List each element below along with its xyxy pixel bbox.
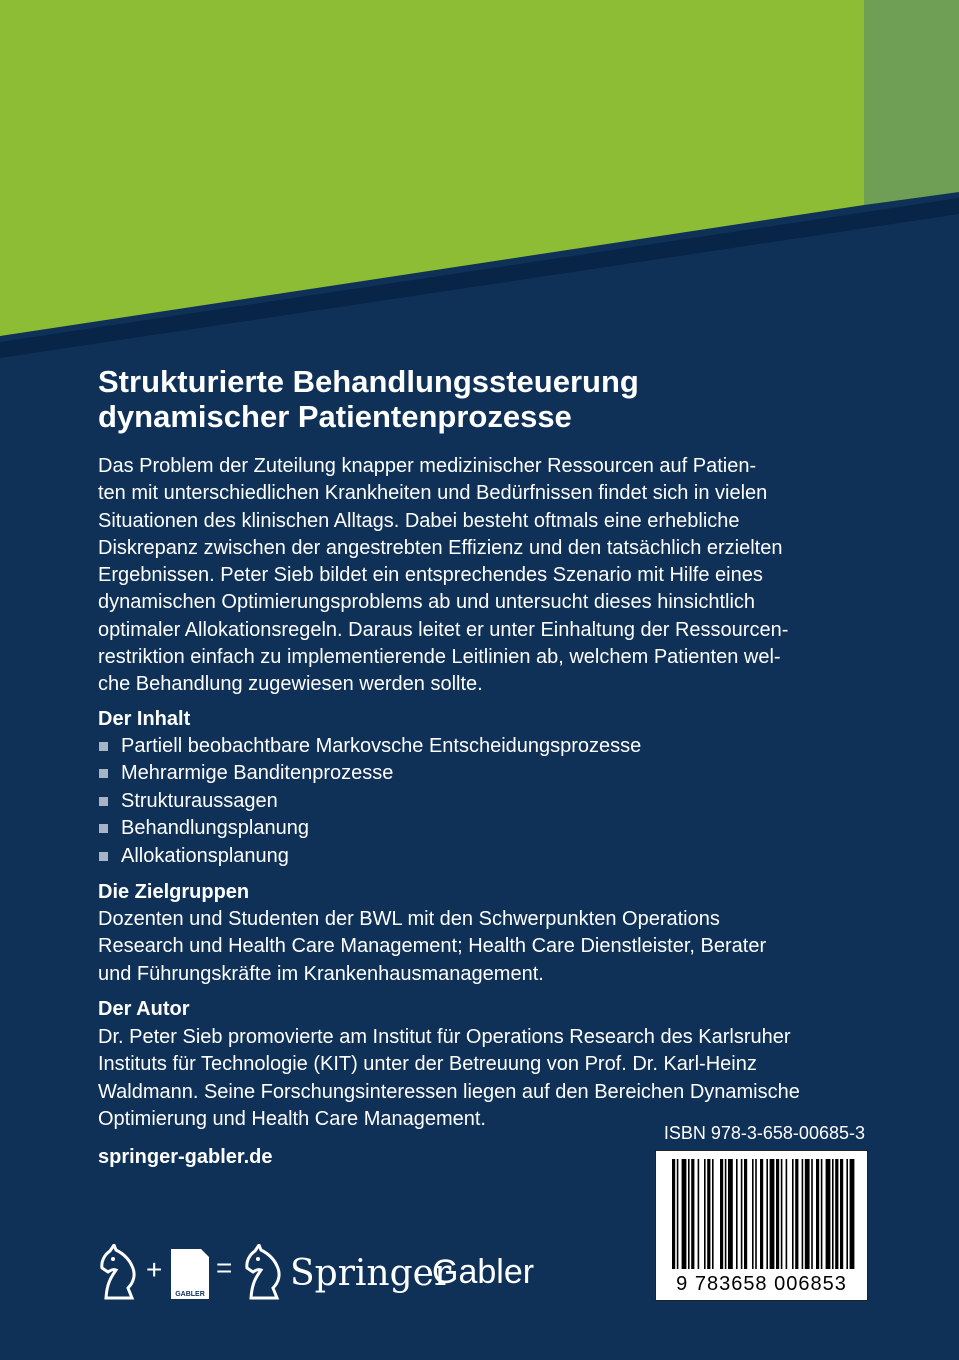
book-title	[98, 364, 898, 434]
bullet-square-icon	[99, 769, 108, 778]
bullet-square-icon	[99, 852, 108, 861]
abstract-line: Diskrepanz zwischen der angestrebten Effizienz und den tatsächlich erzielten	[98, 536, 783, 559]
abstract-line: che Behandlung zugewiesen werden sollte.	[98, 673, 483, 696]
barcode-bar	[672, 1159, 675, 1269]
barcode-bar	[698, 1159, 700, 1269]
barcode-bar	[677, 1159, 679, 1269]
barcode-bar	[741, 1159, 743, 1269]
barcode-bar	[736, 1159, 738, 1269]
website-link[interactable]: springer-gabler.de	[98, 1146, 273, 1168]
barcode-bars	[656, 1151, 867, 1273]
barcode-digits: 9 783658 006853	[676, 1273, 847, 1295]
springer-knight-icon	[98, 1244, 140, 1300]
barcode-bar	[832, 1159, 834, 1269]
zielgruppen-line: und Führungskräfte im Krankenhausmanagement.	[98, 962, 544, 985]
zielgruppen-heading: Die Zielgruppen	[98, 881, 250, 903]
gabler-wordmark: Gabler	[432, 1253, 535, 1291]
springer-wordmark: Springer	[290, 1253, 452, 1294]
abstract-line: Das Problem der Zuteilung knapper medizinischer Ressourcen auf Patien-	[98, 455, 757, 477]
abstract-line: ten mit unterschiedlichen Krankheiten und Bedürfnissen findet sich in vielen	[98, 482, 768, 505]
abstract-line: restriktion einfach zu implementierende Leitlinien ab, welchem Patienten wel-	[98, 646, 781, 669]
list-item-text: Mehrarmige Banditenprozesse	[121, 762, 394, 785]
barcode-bar	[744, 1159, 747, 1269]
autor-line: Waldmann. Seine Forschungsinteressen liegen auf den Bereichen Dynamische	[98, 1080, 800, 1103]
list-item-text: Strukturaussagen	[121, 789, 278, 812]
barcode-bar	[688, 1159, 690, 1269]
abstract-line: Situationen des klinischen Alltags. Dabei besteht oftmals eine erhebliche	[98, 509, 740, 532]
bullet-square-icon	[99, 824, 108, 833]
isbn-label: ISBN 978-3-658-00685-3	[663, 1123, 865, 1143]
barcode-bar	[770, 1159, 775, 1269]
barcode-bar	[682, 1159, 687, 1269]
barcode-bar	[728, 1159, 733, 1269]
barcode-bar	[752, 1159, 754, 1269]
barcode-bar	[835, 1159, 838, 1269]
barcode-bar	[805, 1159, 810, 1269]
barcode-bar	[816, 1159, 819, 1269]
abstract-line: Ergebnissen. Peter Sieb bildet ein entsprechendes Szenario mit Hilfe eines	[98, 564, 763, 587]
barcode-bar	[776, 1159, 779, 1269]
title-line: dynamischer Patientenprozesse	[98, 399, 572, 434]
zielgruppen-line: Dozenten und Studenten der BWL mit den Schwerpunkten Operations	[98, 908, 720, 930]
autor-line: Dr. Peter Sieb promovierte am Institut für Operations Research des Karlsruher	[98, 1026, 791, 1048]
barcode-bar	[811, 1159, 813, 1269]
autor-line: Instituts für Technologie (KIT) unter der Betreuung von Prof. Dr. Karl-Heinz	[98, 1053, 757, 1076]
logo-equals: =	[216, 1252, 233, 1283]
barcode-bar	[720, 1159, 723, 1269]
springer-knight-icon	[243, 1244, 285, 1300]
barcode-bar	[795, 1159, 798, 1269]
green-corner	[864, 0, 959, 205]
barcode-bar	[755, 1159, 757, 1269]
zielgruppen-text	[98, 906, 888, 988]
barcode-bar	[760, 1159, 763, 1269]
barcode-bar	[704, 1159, 706, 1269]
barcode-bar	[725, 1159, 727, 1269]
bullet-square-icon	[99, 797, 108, 806]
bullet-square-icon	[99, 742, 108, 751]
title-line: Strukturierte Behandlungssteuerung	[98, 364, 639, 399]
gabler-box-label: GABLER	[175, 1291, 205, 1298]
barcode-bar	[846, 1159, 848, 1269]
abstract-line: dynamischen Optimierungsproblems ab und untersucht dieses hinsichtlich	[98, 591, 756, 614]
barcode-bar	[786, 1159, 788, 1269]
barcode-bar	[712, 1159, 714, 1269]
autor-text	[98, 1024, 888, 1133]
barcode-bar	[821, 1159, 823, 1269]
barcode-bar	[792, 1159, 794, 1269]
logo-plus: +	[146, 1254, 163, 1285]
barcode-bar	[781, 1159, 783, 1269]
abstract	[98, 453, 888, 699]
barcode-bar	[826, 1159, 831, 1269]
barcode-bar	[691, 1159, 694, 1269]
zielgruppen-line: Research und Health Care Management; Health Care Dienstleister, Berater	[98, 935, 767, 958]
gabler-box-icon	[171, 1249, 209, 1299]
list-item-text: Behandlungsplanung	[121, 817, 309, 840]
publisher-logo	[98, 1238, 558, 1308]
list-item-text: Allokationsplanung	[121, 844, 289, 867]
barcode-bar	[850, 1159, 855, 1269]
autor-heading: Der Autor	[98, 998, 190, 1020]
barcode-bar	[766, 1159, 768, 1269]
list-item-text: Partiell beobachtbare Markovsche Entscheidungsprozesse	[121, 735, 642, 757]
autor-line: Optimierung und Health Care Management.	[98, 1107, 486, 1130]
barcode-bar	[707, 1159, 710, 1269]
barcode-bar	[802, 1159, 804, 1269]
barcode-bar	[840, 1159, 843, 1269]
abstract-line: optimaler Allokationsregeln. Daraus leitet er unter Einhaltung der Ressourcen-	[98, 618, 789, 641]
inhalt-heading: Der Inhalt	[98, 708, 191, 730]
barcode	[655, 1150, 868, 1301]
